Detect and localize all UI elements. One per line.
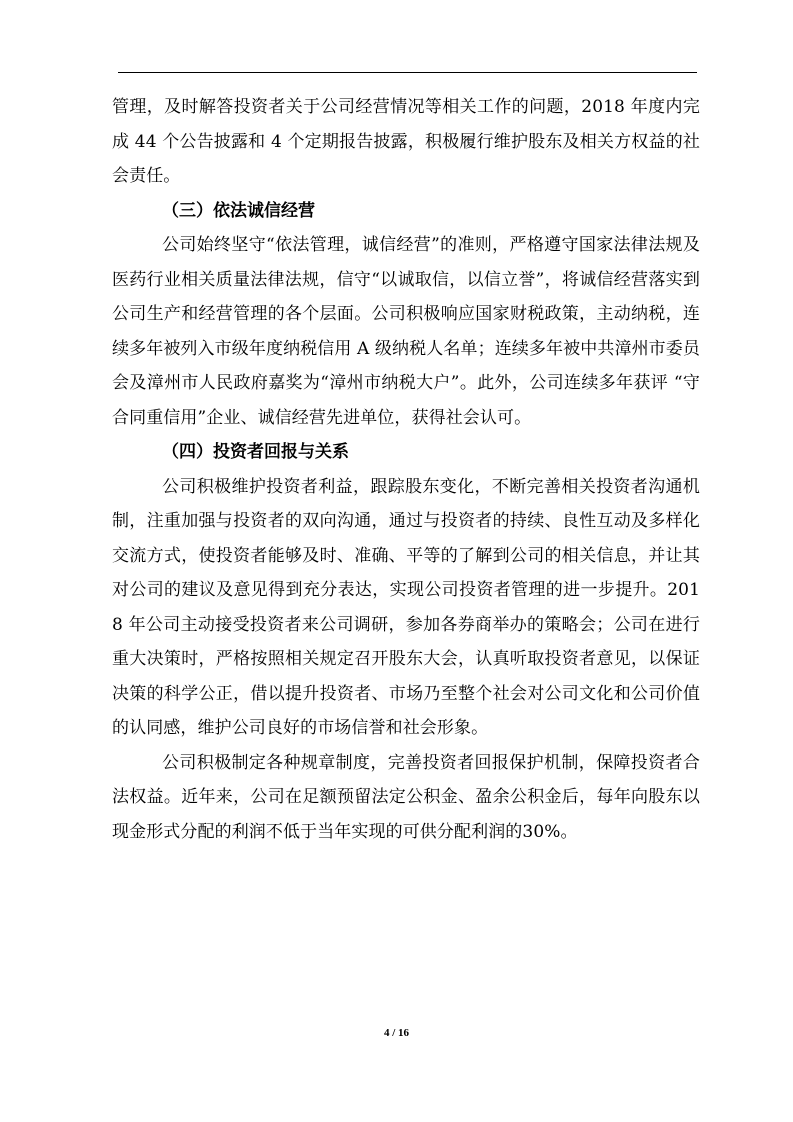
- document-body: [112, 90, 700, 849]
- header-rule: [118, 72, 697, 73]
- page-number: 4 / 16: [383, 1027, 410, 1039]
- section-heading-investor-relations: （四）投资者回报与关系: [162, 442, 349, 462]
- paragraph-investor-returns: 公司积极制定各种规章制度，完善投资者回报保护机制，保障投资者合法权益。近年来，公司在足额预留法定公积金、盈余公积金后，每年向股东以现金形式分配的利润不低于当年实现的可供分配利润的30%。: [112, 752, 700, 842]
- section-heading-integrity: （三）依法诚信经营: [162, 200, 315, 221]
- paragraph-integrity-operation: 公司始终坚守“依法管理，诚信经营”的准则，严格遵守国家法律法规及医药行业相关质量法律法规，信守“以诚取信，以信立誉”，将诚信经营落实到公司生产和经营管理的各个层面。公司积极响应国家财税政策，主动纳税，连续多年被列入市级年度纳税信用 A 级纳税人名单；连续多年被中共漳州市委员会及漳州市人民政府嘉奖为“漳州市纳税大户”。此外，公司连续多年获评 “守合同重信用”企业、诚信经营先进单位，获得社会认可。: [112, 235, 700, 428]
- paragraph-investor-management-continued: 管理，及时解答投资者关于公司经营情况等相关工作的问题，2018 年度内完成 44 个公告披露和 4 个定期报告披露，积极履行维护股东及相关方权益的社会责任。: [112, 97, 700, 186]
- paragraph-investor-communication: 公司积极维护投资者利益，跟踪股东变化，不断完善相关投资者沟通机制，注重加强与投资者的双向沟通，通过与投资者的持续、良性互动及多样化交流方式，使投资者能够及时、准确、平等的了解到公司的相关信息，并让其对公司的建议及意见得到充分表达，实现公司投资者管理的进一步提升。2018 年公司主动接受投资者来公司调研，参加各券商举办的策略会；公司在进行重大决策时，严格按照相关规定召开股东大会，认真听取投资者意见，以保证决策的科学公正，借以提升投资者、市场乃至整个社会对公司文化和公司价值的认同感，维护公司良好的市场信誉和社会形象。: [112, 476, 700, 738]
